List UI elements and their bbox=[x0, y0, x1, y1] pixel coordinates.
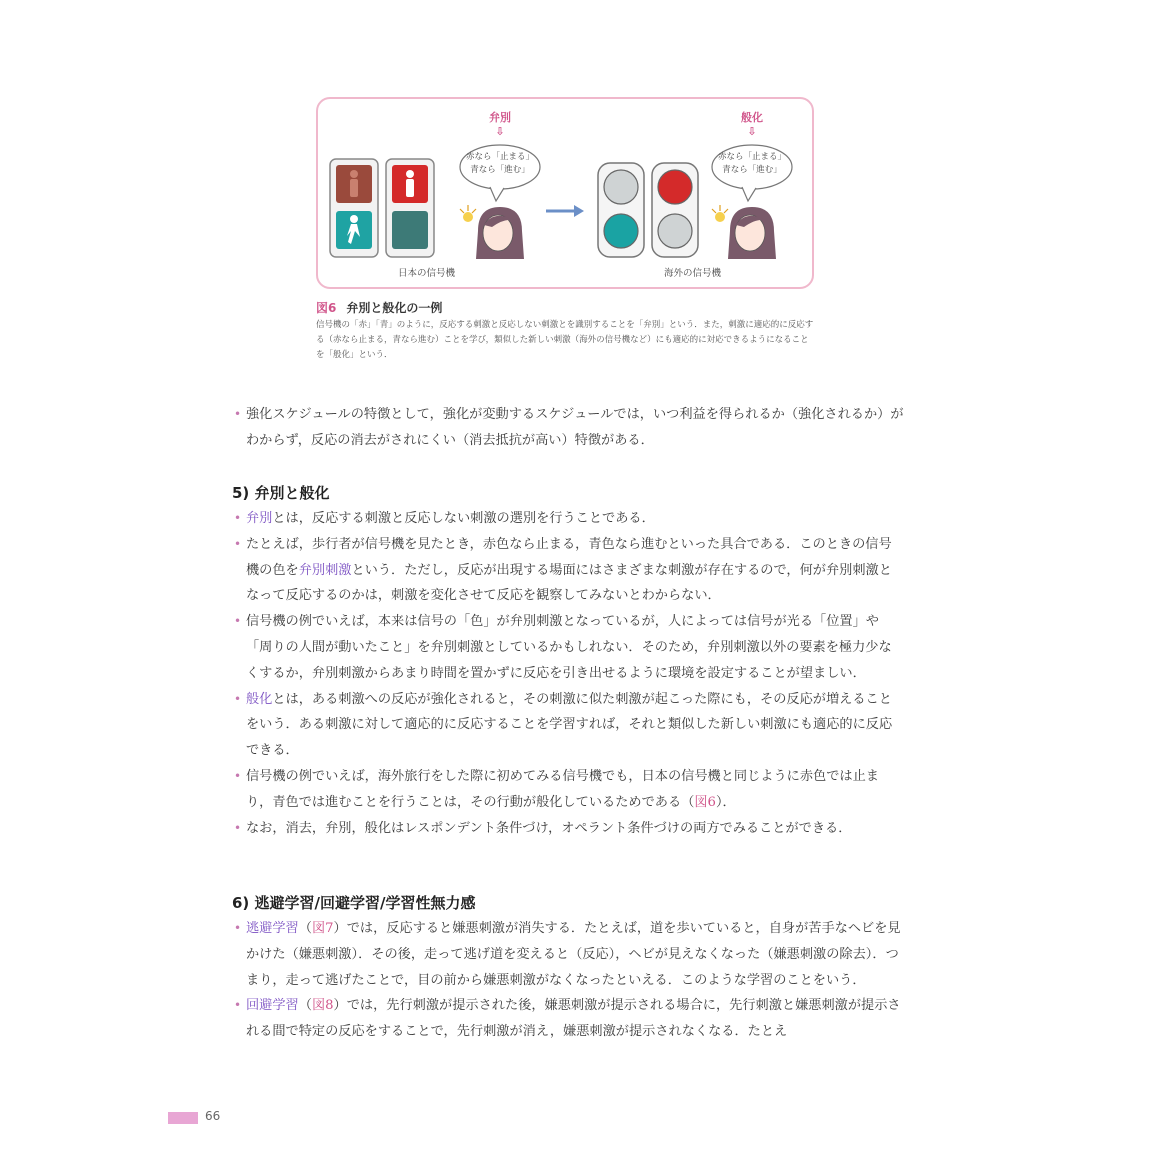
list-item: • 般化とは，ある刺激への反応が強化されると，その刺激に似た刺激が起こった際にも，その反応が増えることをいう．ある刺激に対して適応的に反応することを学習すれば，それと類似した新しい刺激にも適応的に反応できる． bbox=[232, 687, 904, 764]
keyword-discrimination: 弁別 bbox=[246, 511, 273, 526]
page-number: 66 bbox=[205, 1109, 221, 1123]
list-item: • 回避学習（図8）では，先行刺激が提示された後，嫌悪刺激が提示される場合に，先行刺激と嫌悪刺激が提示される間で特定の反応をすることで，先行刺激が消え，嫌悪刺激が提示されなくなる．たとえ bbox=[232, 993, 904, 1045]
overseas-signal-right bbox=[652, 163, 698, 257]
idea-spark-right bbox=[715, 212, 725, 222]
figure-ref-6[interactable]: 図6 bbox=[694, 794, 716, 810]
figure-caption-body: 信号機の「赤」「青」のように，反応する刺激と反応しない刺激とを識別することを「弁別」という．また，刺激に適応的に反応する（赤なら止まる，青なら進む）ことを学び，類似した新しい刺激（海外の信号機など）にも適応的に対応できるようになることを「般化」という． bbox=[316, 320, 814, 360]
section-5-body bbox=[232, 506, 904, 841]
keyword-avoidance-learning: 回避学習 bbox=[246, 998, 299, 1014]
figure-ref-7[interactable]: 図7 bbox=[311, 921, 334, 936]
figure-ref-8[interactable]: 図8 bbox=[311, 998, 334, 1014]
overseas-signal-left bbox=[598, 163, 644, 257]
list-item: • たとえば，歩行者が信号機を見たとき，赤色なら止まる，青色なら進むといった具合である．このときの信号機の色を弁別刺激という．ただし，反応が出現する場面にはさまざまな刺激が存在するので，何が弁別刺激となって反応するのかは，刺激を変化させて反応を観察してみないとわからない． bbox=[232, 532, 904, 609]
signal-teal-dim bbox=[392, 211, 428, 249]
section-6-body bbox=[232, 916, 904, 1045]
list-item: • 強化スケジュールの特徴として，強化が変動するスケジュールでは，いつ利益を得られるか（強化されるか）がわからず，反応の消去がされにくい（消去抵抗が高い）特徴がある． bbox=[232, 402, 904, 454]
figure-number: 図6 bbox=[316, 301, 337, 315]
keyword-escape-learning: 逃避学習 bbox=[246, 921, 299, 936]
list-item: • 信号機の例でいえば，本来は信号の「色」が弁別刺激となっているが，人によっては信号が光る「位置」や「周りの人間が動いたこと」を弁別刺激としているかもしれない．そのため，弁別刺激以外の要素を極力少なくするか，弁別刺激からあまり時間を置かずに反応を引き出せるように環境を設定することが望ましい． bbox=[232, 609, 904, 686]
figure-caption-heading bbox=[316, 299, 442, 316]
list-item: • 逃避学習（図7）では，反応すると嫌悪刺激が消失する．たとえば，道を歩いていると，自身が苦手なヘビを見かけた（嫌悪刺激）．その後，走って逃げ道を変えると（反応），ヘビが見えなくなった（嫌悪刺激の除去）．つまり，走って逃げたことで，目の前から嫌悪刺激がなくなったといえる．このような学習のことをいう． bbox=[232, 916, 904, 993]
person-left bbox=[460, 205, 524, 259]
person-right bbox=[712, 205, 776, 259]
figure-title: 弁別と般化の一例 bbox=[346, 301, 443, 315]
japan-signal-right bbox=[386, 159, 434, 257]
list-item: • 信号機の例でいえば，海外旅行をした際に初めてみる信号機でも，日本の信号機と同じように赤色では止まり，青色では進むことを行うことは，その行動が般化しているためである（図6）． bbox=[232, 764, 904, 816]
label-overseas-signal: 海外の信号機 bbox=[664, 268, 722, 279]
bubble-right-text: 赤なら「止まる」 青なら「進む」 bbox=[717, 152, 786, 175]
keyword-discriminative-stimulus: 弁別刺激 bbox=[298, 562, 352, 578]
figure-frame bbox=[316, 97, 814, 289]
keyword-generalization: 般化 bbox=[246, 691, 273, 707]
section-6-heading: 6) 逃避学習/回避学習/学習性無力感 bbox=[232, 894, 476, 912]
label-discrimination: 弁別 ⇩ bbox=[489, 111, 511, 138]
intro-paragraph bbox=[232, 402, 904, 454]
label-japan-signal: 日本の信号機 bbox=[398, 268, 456, 279]
list-item: • 弁別とは，反応する刺激と反応しない刺激の選別を行うことである． bbox=[232, 506, 904, 532]
arrow-right bbox=[546, 205, 584, 217]
bubble-left-text: 赤なら「止まる」 青なら「進む」 bbox=[465, 152, 534, 175]
section-5-heading: 5) 弁別と般化 bbox=[232, 484, 330, 502]
page-tab-marker bbox=[168, 1112, 198, 1124]
japan-signal-left bbox=[330, 159, 378, 257]
label-generalization: 般化 ⇩ bbox=[741, 111, 763, 138]
idea-spark-left bbox=[463, 212, 473, 222]
list-item: • なお，消去，弁別，般化はレスポンデント条件づけ，オペラント条件づけの両方でみることができる． bbox=[232, 816, 904, 842]
